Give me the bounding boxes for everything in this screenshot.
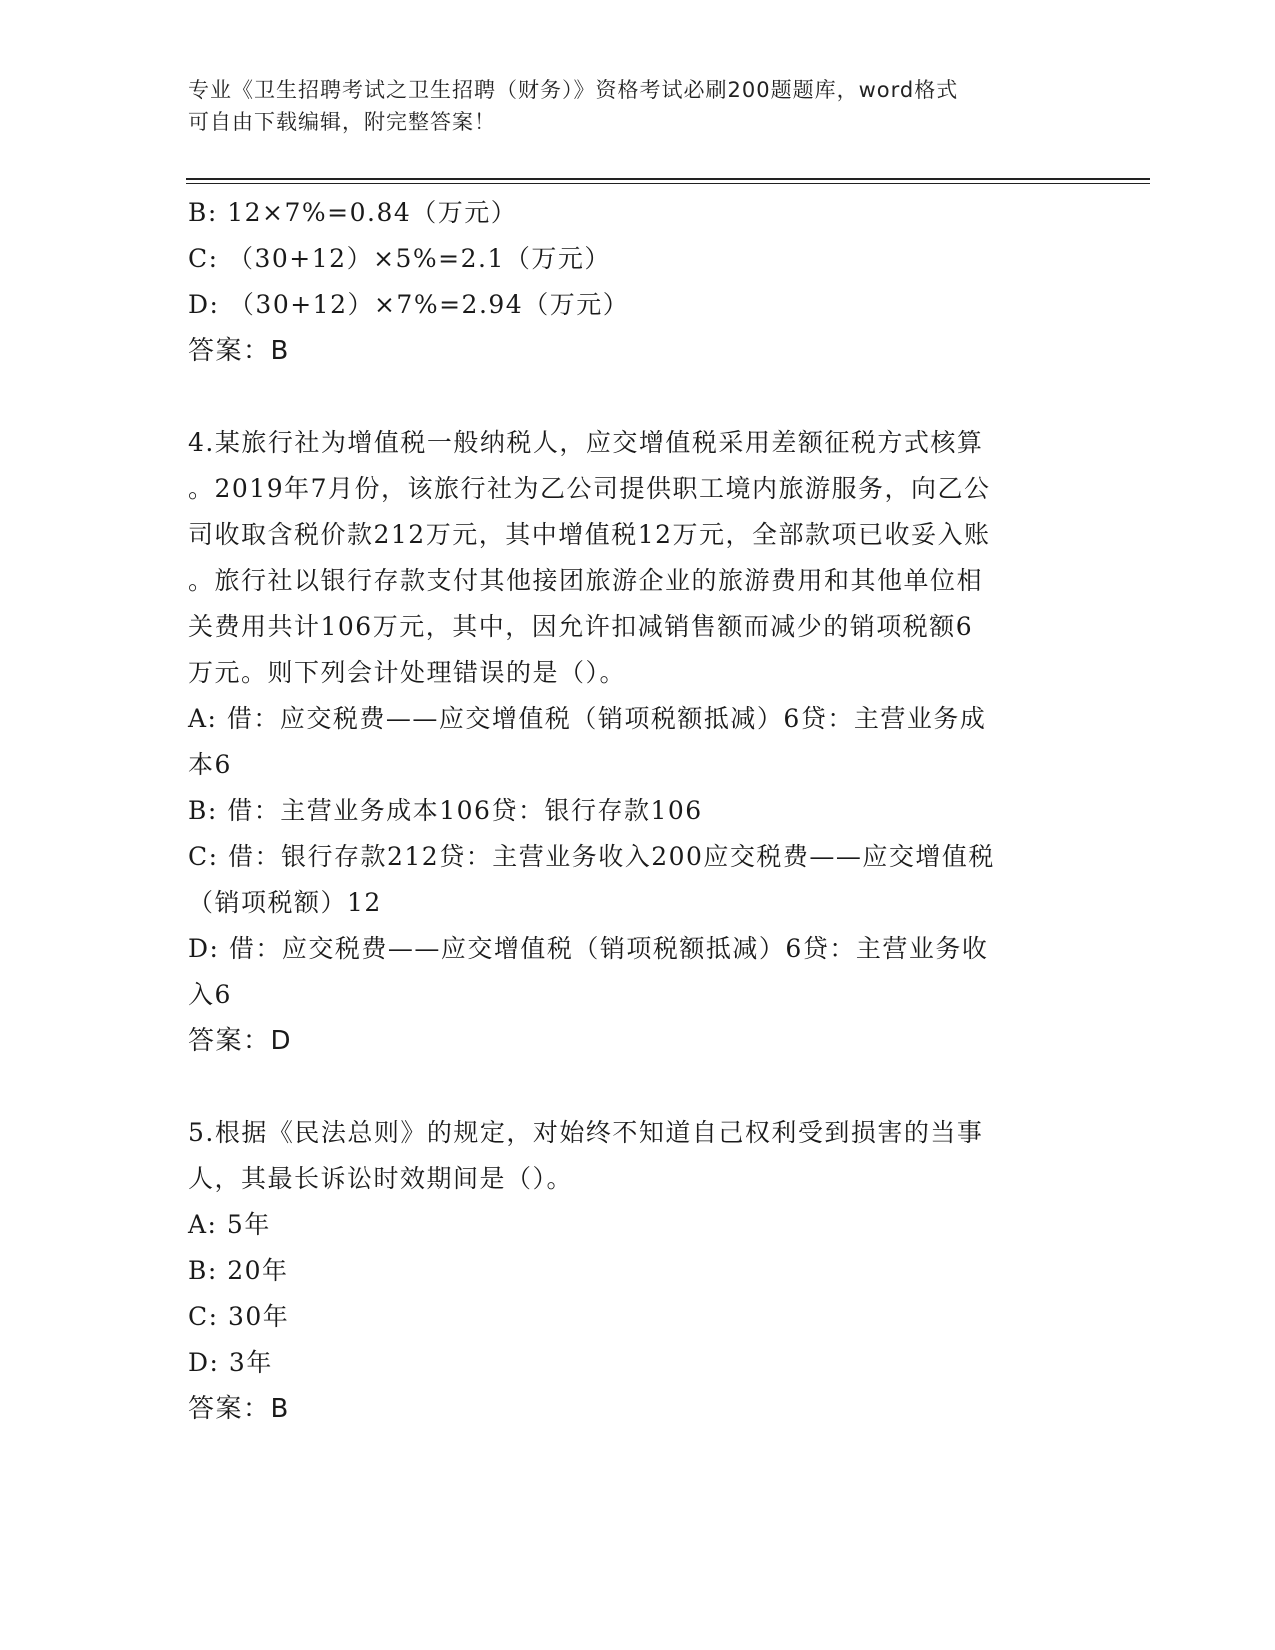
option-c: C: 30年 bbox=[188, 1302, 290, 1331]
question-stem-line: 人，其最长诉讼时效期间是（）。 bbox=[188, 1164, 574, 1193]
header-divider-thin bbox=[186, 183, 1150, 184]
option-c: C: （30+12）×5%=2.1（万元） bbox=[188, 244, 611, 273]
question-stem-line: 。2019年7月份，该旅行社为乙公司提供职工境内旅游服务，向乙公 bbox=[188, 474, 991, 503]
option-d: D: 借：应交税费——应交增值税（销项税额抵减）6贷：主营业务收 bbox=[188, 934, 989, 963]
option-d-cont: 入6 bbox=[188, 980, 232, 1009]
question-stem-line: 。旅行社以银行存款支付其他接团旅游企业的旅游费用和其他单位相 bbox=[188, 566, 984, 595]
question-3-tail bbox=[188, 190, 1088, 374]
answer: 答案：B bbox=[188, 336, 290, 366]
option-a-cont: 本6 bbox=[188, 750, 232, 779]
option-a: A: 5年 bbox=[188, 1210, 271, 1239]
question-stem-line: 5.根据《民法总则》的规定，对始终不知道自己权利受到损害的当事 bbox=[188, 1118, 984, 1147]
document-header bbox=[188, 74, 1088, 138]
header-line-2: 可自由下载编辑，附完整答案！ bbox=[188, 110, 496, 134]
option-c-cont: （销项税额）12 bbox=[188, 888, 382, 917]
header-divider-thick bbox=[186, 178, 1150, 180]
option-d: D: 3年 bbox=[188, 1348, 273, 1377]
option-b: B: 12×7%=0.84（万元） bbox=[188, 198, 518, 227]
option-d: D: （30+12）×7%=2.94（万元） bbox=[188, 290, 630, 319]
document-body bbox=[188, 190, 1088, 1432]
question-stem-line: 关费用共计106万元，其中，因允许扣减销售额而减少的销项税额6 bbox=[188, 612, 974, 641]
option-b: B: 20年 bbox=[188, 1256, 289, 1285]
header-line-1: 专业《卫生招聘考试之卫生招聘（财务）》资格考试必刷200题题库，word格式 bbox=[188, 78, 959, 102]
option-a: A: 借：应交税费——应交增值税（销项税额抵减）6贷：主营业务成 bbox=[188, 704, 987, 733]
answer: 答案：B bbox=[188, 1394, 290, 1424]
option-c: C: 借：银行存款212贷：主营业务收入200应交税费——应交增值税 bbox=[188, 842, 995, 871]
question-stem-line: 4.某旅行社为增值税一般纳税人，应交增值税采用差额征税方式核算 bbox=[188, 428, 984, 457]
option-b: B: 借：主营业务成本106贷：银行存款106 bbox=[188, 796, 703, 825]
question-stem-line: 万元。则下列会计处理错误的是（）。 bbox=[188, 658, 627, 687]
question-5 bbox=[188, 1110, 1088, 1432]
question-stem-line: 司收取含税价款212万元，其中增值税12万元，全部款项已收妥入账 bbox=[188, 520, 991, 549]
question-4 bbox=[188, 420, 1088, 1064]
answer: 答案：D bbox=[188, 1026, 293, 1056]
